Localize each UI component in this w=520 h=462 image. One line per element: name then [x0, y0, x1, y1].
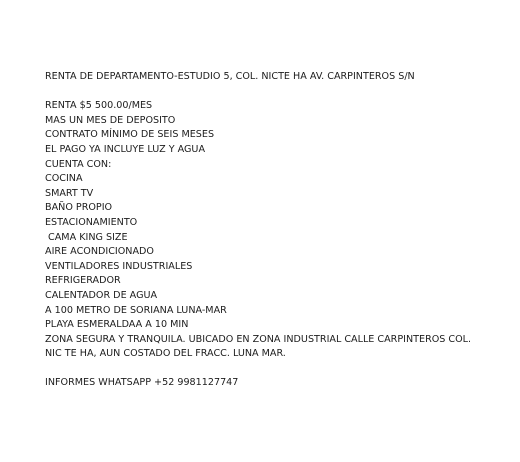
location-zone: ZONA SEGURA Y TRANQUILA. UBICADO EN ZONA INDUSTRIAL CALLE CARPINTEROS COL. [45, 333, 472, 345]
amenity-fans: VENTILADORES INDUSTRIALES [45, 260, 193, 272]
listing-title: RENTA DE DEPARTAMENTO-ESTUDIO 5, COL. NICTE HA AV. CARPINTEROS S/N [45, 71, 415, 82]
location-soriana: A 100 METRO DE SORIANA LUNA-MAR [45, 304, 227, 316]
listing-line-deposit: MAS UN MES DE DEPOSITO [45, 114, 176, 126]
listing-post [45, 70, 505, 391]
amenity-refrigerator: REFRIGERADOR [45, 275, 121, 287]
amenity-bathroom: BAÑO PROPIO [45, 202, 113, 214]
listing-line-amenities-header: CUENTA CON: [45, 158, 112, 170]
amenity-water-heater: CALENTADOR DE AGUA [45, 289, 158, 301]
amenity-smart-tv: SMART TV [45, 187, 94, 199]
listing-line-contract: CONTRATO MÍNIMO DE SEIS MESES [45, 129, 215, 141]
contact-info: INFORMES WHATSAPP +52 9981127747 [45, 377, 239, 389]
spacer [45, 85, 505, 100]
listing-line-utilities: EL PAGO YA INCLUYE LUZ Y AGUA [45, 143, 206, 155]
location-zone-cont: NIC TE HA, AUN COSTADO DEL FRACC. LUNA MAR. [45, 348, 286, 360]
amenity-king-bed: CAMA KING SIZE [45, 231, 128, 243]
amenity-air-conditioning: AIRE ACONDICIONADO [45, 246, 154, 258]
spacer [45, 362, 505, 377]
listing-line-rent: RENTA $5 500.00/MES [45, 100, 153, 112]
location-beach: PLAYA ESMERALDAA A 10 MIN [45, 319, 189, 331]
amenity-parking: ESTACIONAMIENTO [45, 216, 138, 228]
amenity-kitchen: COCINA [45, 173, 83, 185]
